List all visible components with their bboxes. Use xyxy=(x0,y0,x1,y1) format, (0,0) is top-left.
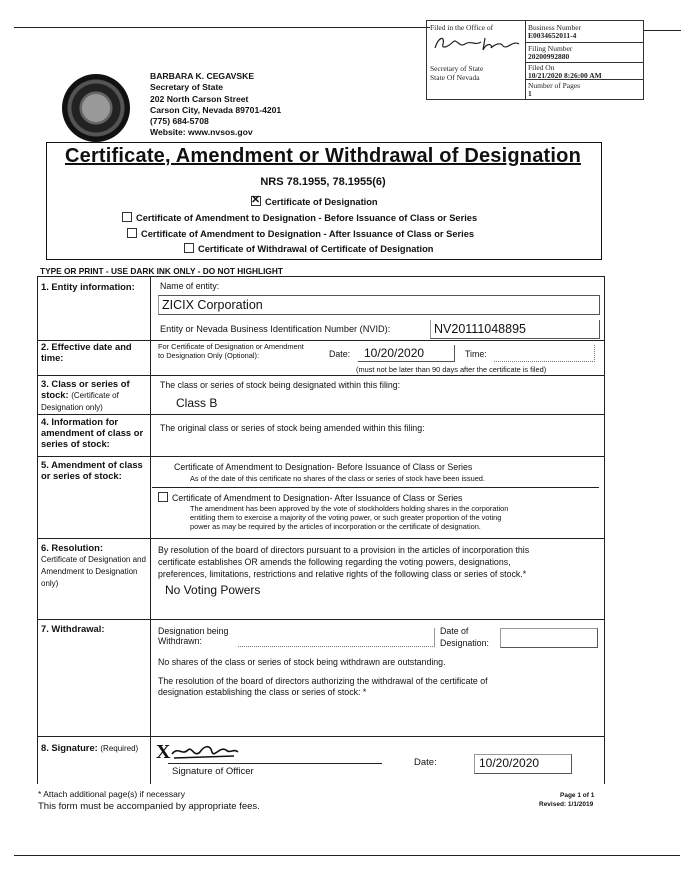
form-title: Certificate, Amendment or Withdrawal of Designation xyxy=(64,145,581,167)
designation-withdrawn-label-1: Designation being xyxy=(158,626,229,636)
signature-of-officer-label: Signature of Officer xyxy=(172,766,254,777)
nvid-value: NV20111048895 xyxy=(434,322,526,336)
resolution-value: No Voting Powers xyxy=(165,583,261,597)
section4-label: 4. Information for amendment of class or series of stock: xyxy=(41,416,144,449)
amendment-divider xyxy=(152,487,599,488)
signature-date-label: Date: xyxy=(414,757,437,768)
filed-on-label: Filed On xyxy=(528,63,555,72)
resolution-text-2: certificate establishes OR amends the following regarding the voting powers, designations, xyxy=(158,557,511,567)
original-class-prompt: The original class or series of stock being amended within this filing: xyxy=(160,423,425,433)
business-number: E0034652011-4 xyxy=(528,31,577,40)
date-of-designation-label-1: Date of xyxy=(440,626,469,636)
option-amendment-before-issuance[interactable]: Certificate of Amendment to Designation - Before Issuance of Class or Series xyxy=(122,212,477,223)
office-phone: (775) 684-5708 xyxy=(150,116,209,127)
effective-date-constraint: (must not be later than 90 days after the certificate is filed) xyxy=(356,365,547,374)
checkbox-icon[interactable] xyxy=(158,492,168,502)
option-certificate-of-designation[interactable]: ✕Certificate of Designation xyxy=(251,196,378,207)
filing-number: 20200992880 xyxy=(528,52,570,61)
state-label: State Of Nevada xyxy=(430,73,480,82)
pages-label: Number of Pages xyxy=(528,81,581,90)
filed-in-label: Filed in the Office of xyxy=(430,23,494,32)
amendment-after-desc-2: entitling them to exercise a majority of the voting power, or such greater proportion of the voting xyxy=(190,513,502,522)
resolution-text-1: By resolution of the board of directors pursuant to a provision in the articles of incorporation this xyxy=(158,545,530,555)
section5-label: 5. Amendment of class or series of stock: xyxy=(41,459,143,481)
bottom-rule xyxy=(14,855,680,856)
withdrawal-resolution-1: The resolution of the board of directors authorizing the withdrawal of the certificate of xyxy=(158,676,488,686)
attach-note: * Attach additional page(s) if necessary xyxy=(38,789,185,799)
no-shares-statement: No shares of the class or series of stock being withdrawn are outstanding. xyxy=(158,657,446,667)
office-street: 202 North Carson Street xyxy=(150,93,249,104)
signature-line[interactable] xyxy=(168,763,382,764)
office-website: Website: www.nvsos.gov xyxy=(150,127,253,138)
signature-date-value: 10/20/2020 xyxy=(479,756,540,770)
nvid-label: Entity or Nevada Business Identification Number (NVID): xyxy=(160,324,391,334)
section2-label: 2. Effective date and time: xyxy=(41,341,132,363)
date-of-designation-label-2: Designation: xyxy=(440,638,489,648)
section6-label: 6. Resolution: Certificate of Designation and Amendment to Designation only) xyxy=(41,542,146,588)
effective-time-input[interactable] xyxy=(494,345,595,362)
withdrawal-resolution-2: designation establishing the class or series of stock: * xyxy=(158,687,367,697)
officer-signature xyxy=(170,740,240,764)
option-withdrawal[interactable]: Certificate of Withdrawal of Certificate of Designation xyxy=(184,243,433,254)
option-amendment-after-issuance[interactable]: Certificate of Amendment to Designation - After Issuance of Class or Series xyxy=(127,228,474,239)
effective-date-value: 10/20/2020 xyxy=(364,346,425,360)
secretary-signature xyxy=(431,32,523,54)
class-series-value: Class B xyxy=(176,396,218,410)
amendment-before-desc: As of the date of this certificate no shares of the class or series of stock have been issued. xyxy=(190,474,485,483)
section1-label: 1. Entity information: xyxy=(41,281,135,292)
office-block xyxy=(150,71,281,139)
checkbox-icon[interactable] xyxy=(184,243,194,253)
office-city: Carson City, Nevada 89701-4201 xyxy=(150,104,282,115)
filing-number-label: Filing Number xyxy=(528,44,573,53)
effective-date-note: For Certificate of Designation or Amendment to Designation Only (Optional): xyxy=(158,342,304,360)
section7-label: 7. Withdrawal: xyxy=(41,623,105,634)
entity-name-label: Name of entity: xyxy=(160,281,220,291)
date-of-designation-input[interactable] xyxy=(500,628,598,648)
time-label: Time: xyxy=(465,349,487,359)
office-title: Secretary of State xyxy=(150,82,224,93)
designation-withdrawn-input[interactable] xyxy=(238,628,435,647)
amendment-before-title: Certificate of Amendment to Designation- Before Issuance of Class or Series xyxy=(174,462,473,472)
signature-mark: X xyxy=(156,741,171,763)
top-rule-right xyxy=(643,30,681,31)
amendment-after-desc-1: The amendment has been approved by the vote of stockholders holding shares in the corporation xyxy=(190,504,509,513)
designation-withdrawn-label-2: Withdrawn: xyxy=(158,636,202,646)
top-rule xyxy=(14,27,430,28)
checkbox-checked-icon[interactable] xyxy=(251,196,261,206)
ink-instructions: TYPE OR PRINT - USE DARK INK ONLY - DO NOT HIGHLIGHT xyxy=(40,266,283,276)
entity-name-value: ZICIX Corporation xyxy=(162,298,263,312)
nrs-reference: NRS 78.1955, 78.1955(6) xyxy=(260,176,386,188)
amendment-after-option[interactable]: Certificate of Amendment to Designation- After Issuance of Class or Series xyxy=(158,492,462,504)
filing-stamp xyxy=(426,20,644,100)
business-number-label: Business Number xyxy=(528,23,582,32)
fees-note: This form must be accompanied by appropriate fees. xyxy=(38,801,260,812)
nevada-state-seal-icon xyxy=(62,74,130,142)
secretary-label: Secretary of State xyxy=(430,64,484,73)
date-label: Date: xyxy=(329,349,351,359)
pages-count: 1 xyxy=(528,89,532,98)
section8-label: 8. Signature: (Required) xyxy=(41,742,139,753)
resolution-text-3: preferences, limitations, restrictions and relative rights of the following class or series of stock.* xyxy=(158,569,527,579)
checkbox-icon[interactable] xyxy=(122,212,132,222)
amendment-after-desc-3: power as may be required by the articles of incorporation or the certificate of designation. xyxy=(190,522,481,531)
revised-date: Revised: 1/1/2019 xyxy=(539,801,594,808)
office-name: BARBARA K. CEGAVSKE xyxy=(150,71,255,81)
section3-label: 3. Class or series of stock: (Certificate of Designation only) xyxy=(41,378,130,412)
checkbox-icon[interactable] xyxy=(127,228,137,238)
class-series-prompt: The class or series of stock being designated within this filing: xyxy=(160,380,401,390)
filed-on-date: 10/21/2020 8:26:00 AM xyxy=(528,71,602,80)
page-number: Page 1 of 1 xyxy=(560,792,595,799)
